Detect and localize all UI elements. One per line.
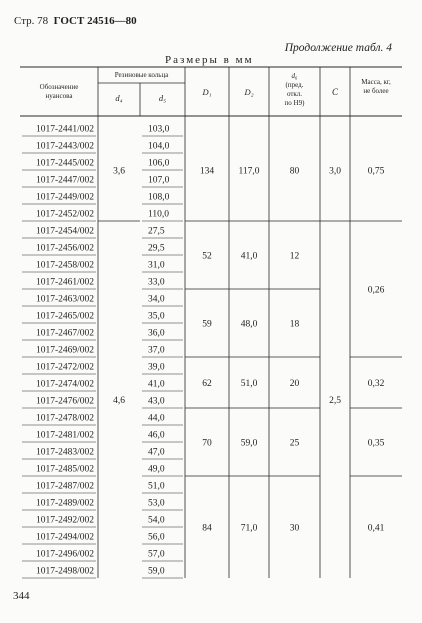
D1-cell: 134 — [199, 166, 215, 177]
header-mass: Масса, кг, — [361, 78, 391, 86]
d1-cell: 33,0 — [148, 277, 165, 288]
D2-cell: 48,0 — [240, 319, 258, 330]
designation-cell: 1017-2449/002 — [35, 192, 94, 203]
d6-cell: 25 — [289, 438, 300, 449]
designation-cell: 1017-2469/002 — [35, 345, 94, 356]
page-label: Стр. 78 — [14, 15, 49, 27]
designation-cell: 1017-2492/002 — [35, 515, 94, 526]
d1-cell: 108,0 — [148, 192, 170, 203]
D2-cell: 59,0 — [240, 438, 258, 449]
designation-cell: 1017-2476/002 — [35, 396, 94, 407]
d1-cell: 47,0 — [148, 447, 165, 458]
designation-cell: 1017-2447/002 — [35, 175, 94, 186]
D2-cell: 71,0 — [240, 523, 258, 534]
designation-cell: 1017-2487/002 — [35, 481, 94, 492]
d1-cell: 57,0 — [148, 549, 165, 560]
header-d6: откл. — [286, 90, 303, 98]
d1-cell: 104,0 — [148, 141, 170, 152]
D1-cell: 84 — [202, 523, 212, 534]
d1-cell: 43,0 — [148, 396, 165, 407]
header-d6: по H9) — [284, 99, 305, 107]
d1-cell: 37,0 — [148, 345, 165, 356]
mass-cell: 0,32 — [367, 379, 385, 389]
d1-cell: 44,0 — [148, 413, 165, 424]
designation-cell: 1017-2481/002 — [35, 430, 94, 441]
d6-cell: 30 — [289, 523, 300, 534]
d6-cell: 12 — [289, 251, 300, 262]
header-D1: D₁ — [202, 87, 212, 97]
d1-cell: 106,0 — [148, 158, 170, 169]
C-cell: 3,0 — [329, 166, 341, 177]
d1-cell: 41,0 — [148, 379, 165, 390]
header-d6: d₆ — [291, 72, 298, 80]
table-continuation: Продолжение табл. 4 — [284, 42, 392, 54]
designation-cell: 1017-2478/002 — [35, 413, 94, 424]
designation-cell: 1017-2458/002 — [35, 260, 94, 271]
D1-cell: 62 — [202, 379, 212, 389]
d1-cell: 34,0 — [148, 294, 165, 305]
d1-cell: 29,5 — [148, 243, 165, 254]
D2-cell: 51,0 — [240, 379, 258, 389]
page-number: 344 — [13, 590, 30, 602]
designation-cell: 1017-2485/002 — [35, 464, 94, 475]
designation-cell: 1017-2443/002 — [35, 141, 94, 152]
d1-cell: 46,0 — [148, 430, 165, 441]
D2-cell: 41,0 — [240, 251, 258, 262]
designation-cell: 1017-2456/002 — [35, 243, 94, 254]
d1-cell: 51,0 — [148, 481, 165, 492]
d6-cell: 18 — [289, 319, 300, 330]
designation-cell: 1017-2494/002 — [35, 532, 94, 543]
mass-cell: 0,35 — [367, 438, 385, 449]
header-d6: (пред. — [285, 81, 304, 89]
designation-cell: 1017-2496/002 — [35, 549, 94, 560]
header-D2: D₂ — [244, 87, 254, 97]
d-cell: 3,6 — [113, 166, 125, 177]
d6-cell: 20 — [289, 379, 300, 389]
d1-cell: 36,0 — [148, 328, 165, 339]
header-d5: d₅ — [158, 93, 167, 103]
d1-cell: 54,0 — [148, 515, 165, 526]
d1-cell: 39,0 — [148, 362, 165, 373]
designation-cell: 1017-2467/002 — [35, 328, 94, 339]
d1-cell: 59,0 — [148, 566, 165, 577]
d-cell: 4,6 — [113, 396, 125, 406]
d1-cell: 56,0 — [148, 532, 165, 543]
D1-cell: 59 — [202, 319, 212, 330]
designation-cell: 1017-2445/002 — [35, 158, 94, 169]
designation-cell: 1017-2454/002 — [35, 226, 94, 237]
header-d4: d₄ — [115, 93, 123, 103]
designation-cell: 1017-2465/002 — [35, 311, 94, 322]
d1-cell: 31,0 — [148, 260, 165, 271]
sizes-caption: Размеры в мм — [165, 54, 254, 66]
d1-cell: 49,0 — [148, 464, 165, 475]
d1-cell: 110,0 — [148, 209, 170, 220]
designation-cell: 1017-2472/002 — [35, 362, 94, 373]
designation-cell: 1017-2489/002 — [35, 498, 94, 509]
d1-cell: 27,5 — [148, 226, 165, 237]
designation-cell: 1017-2452/002 — [35, 209, 94, 220]
d1-cell: 35,0 — [148, 311, 165, 322]
d1-cell: 107,0 — [148, 175, 170, 186]
header-rings-group: Резиновые кольца — [114, 71, 169, 79]
mass-cell: 0,41 — [367, 523, 385, 534]
header-C: C — [331, 87, 339, 97]
mass-cell: 0,75 — [367, 166, 385, 177]
designation-cell: 1017-2441/002 — [35, 124, 94, 135]
d1-cell: 53,0 — [148, 498, 165, 509]
header-mass: не более — [363, 87, 389, 95]
mass-cell: 0,26 — [367, 285, 385, 296]
designation-cell: 1017-2463/002 — [35, 294, 94, 305]
D2-cell: 117,0 — [238, 166, 260, 177]
d6-cell: 80 — [289, 166, 300, 177]
D1-cell: 70 — [202, 438, 212, 449]
standard-code: ГОСТ 24516—80 — [53, 15, 137, 27]
C-cell: 2,5 — [329, 396, 341, 406]
d1-cell: 103,0 — [148, 124, 170, 135]
D1-cell: 52 — [202, 251, 212, 262]
designation-cell: 1017-2483/002 — [35, 447, 94, 458]
header-designation: Обозначение — [39, 83, 79, 91]
header-designation: нуансова — [45, 92, 73, 100]
designation-cell: 1017-2474/002 — [35, 379, 94, 390]
designation-cell: 1017-2498/002 — [35, 566, 94, 577]
designation-cell: 1017-2461/002 — [35, 277, 94, 288]
